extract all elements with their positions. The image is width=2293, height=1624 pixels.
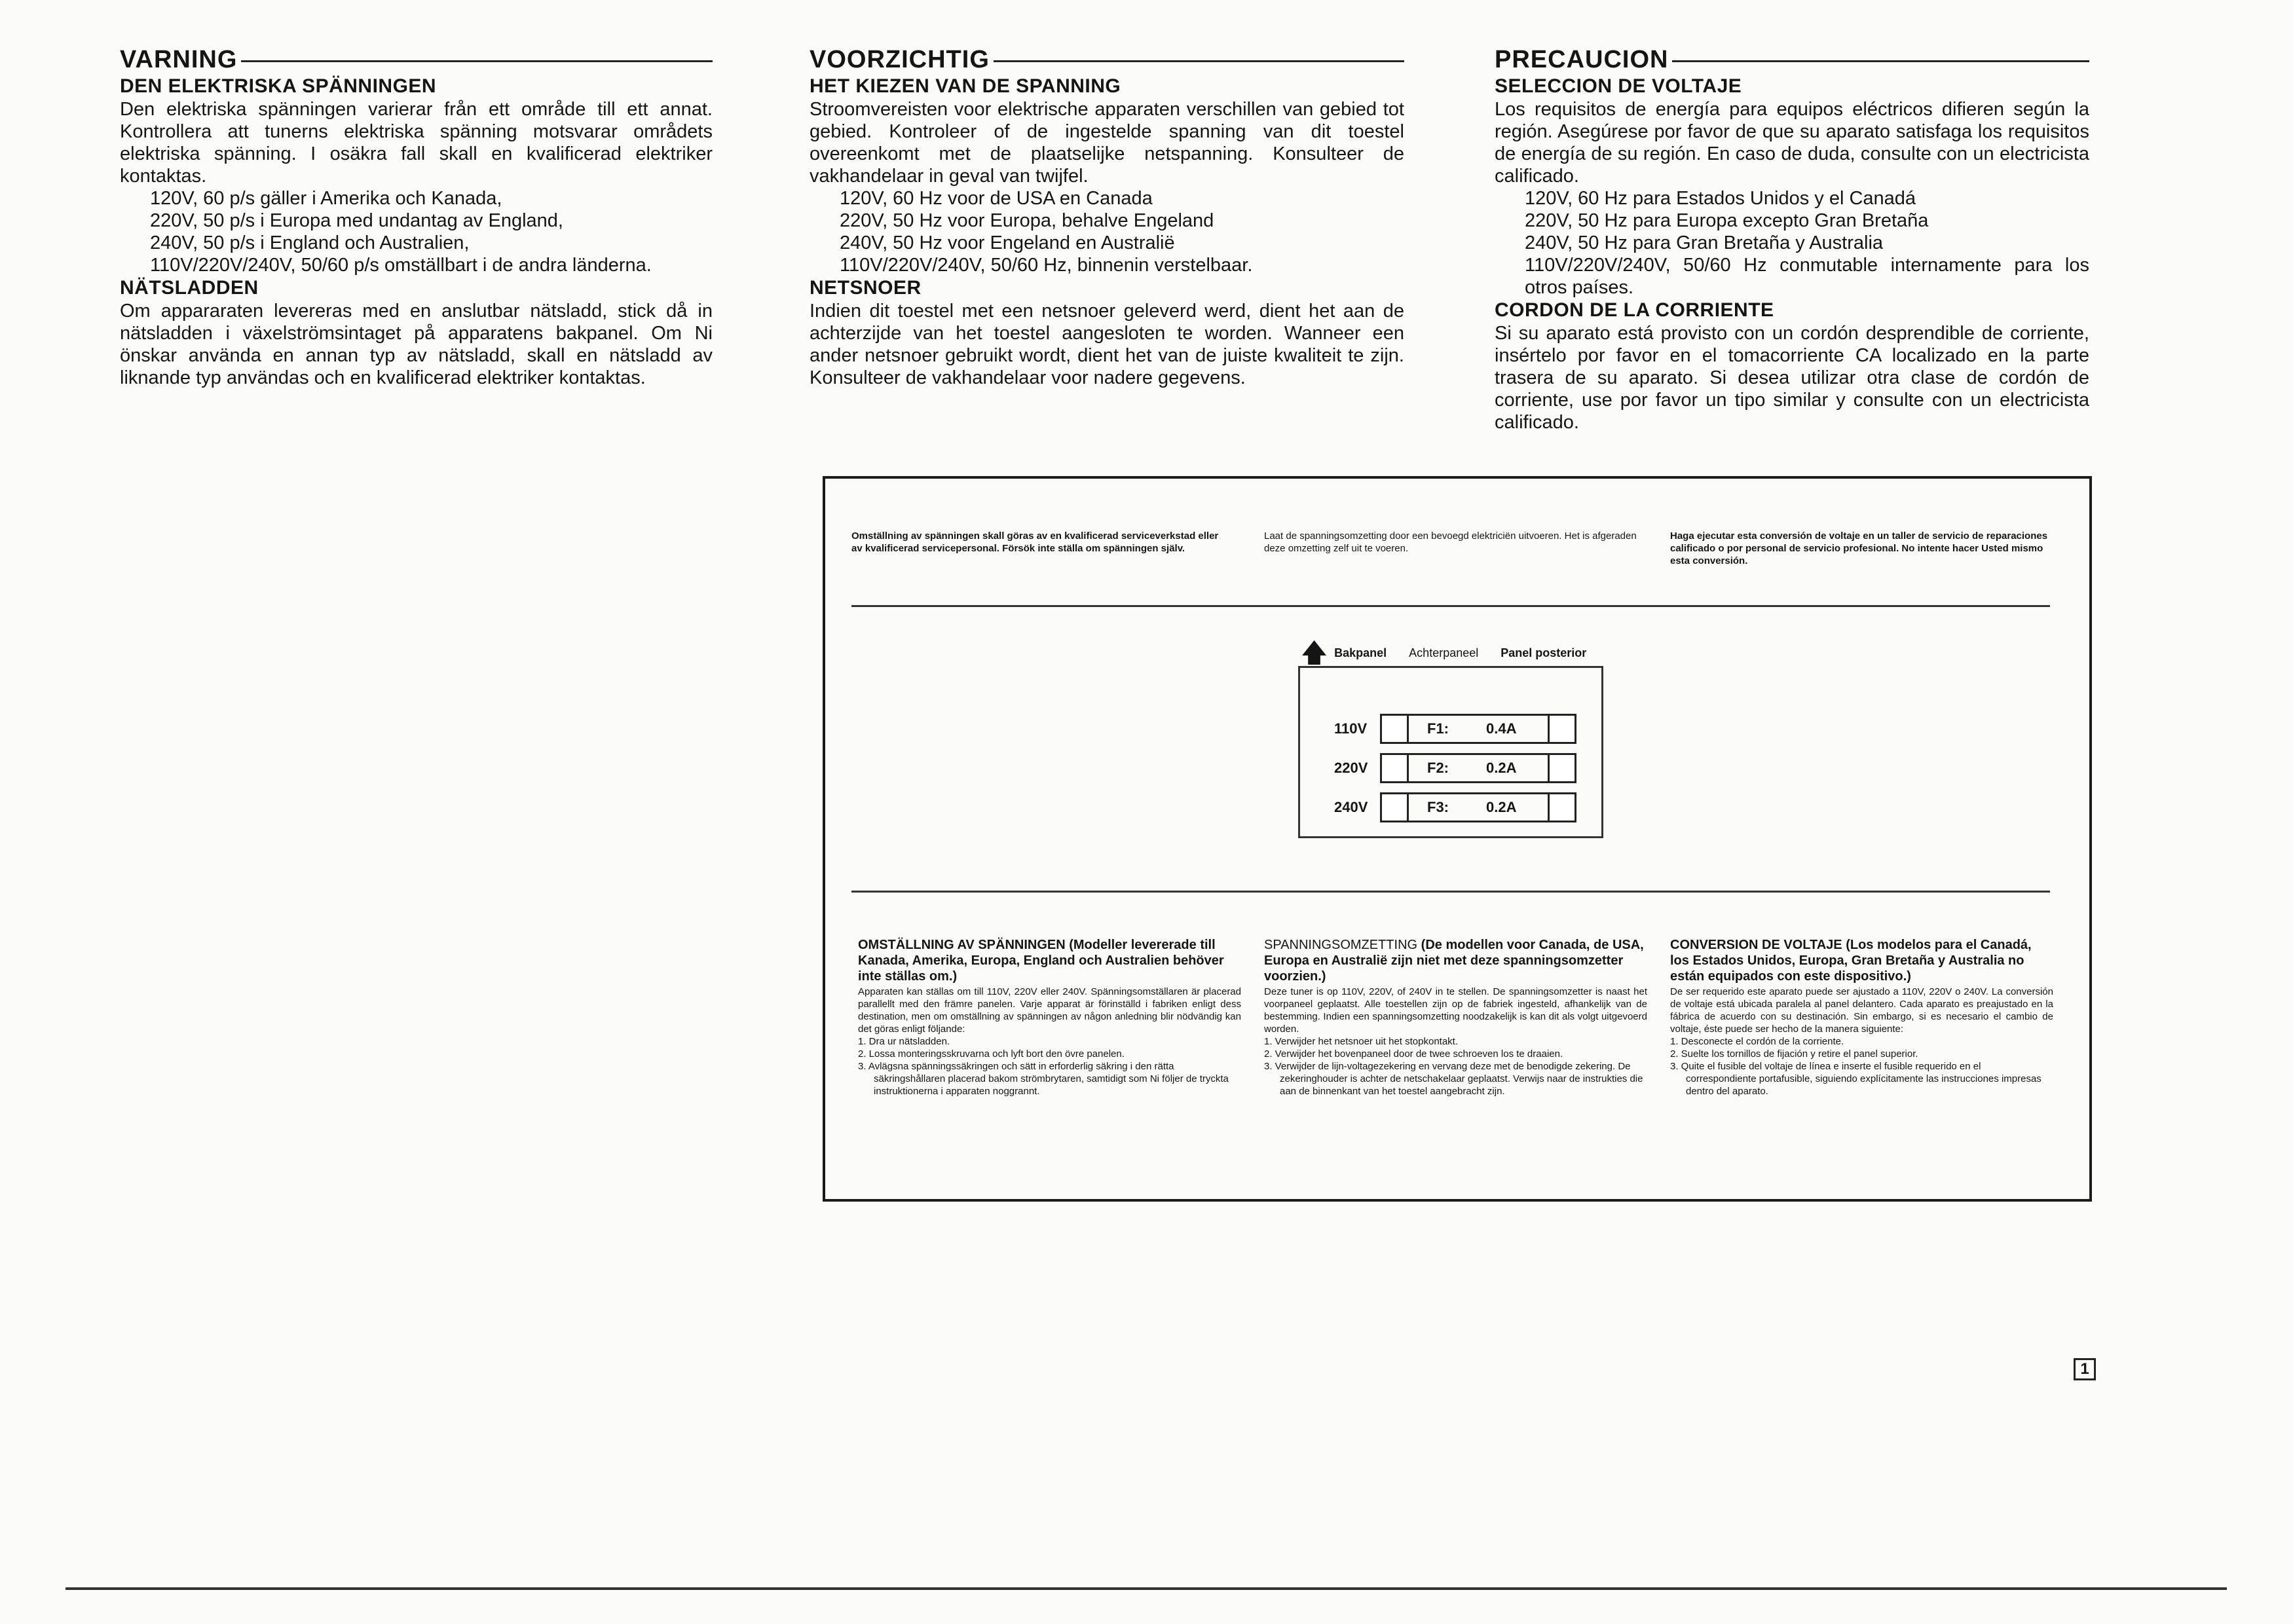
- service-note-dutch: Laat de spanningsomzetting door een bevoegd elektriciën uitvoeren. Het is afgeraden deze omzetting zelf uit te voeren.: [1264, 530, 1637, 554]
- cord-subheading: NÄTSLADDEN: [120, 277, 259, 299]
- fuse-cap-icon: [1380, 792, 1409, 822]
- voltage-line: 110V/220V/240V, 50/60 Hz, binnenin verstelbaar.: [840, 255, 1253, 276]
- conversion-text: Apparaten kan ställas om till 110V, 220V eller 240V. Spänningsomställaren är placerad parallellt med den främre panelen. Varje apparat är förinställd i fabriken enligt dess destination, men om omställning av spänningen av någon anledning blir nödvändig kan det göras enligt följande:: [858, 986, 1241, 1035]
- fuse-cap-icon: [1380, 714, 1409, 744]
- cord-subheading: NETSNOER: [810, 277, 922, 299]
- warning-heading: VARNING: [120, 45, 713, 75]
- conversion-step: 3. Quite el fusible del voltaje de línea e inserte el fusible requerido en el correspondiente portafusible, siguiendo explícitamente las instrucciones impresas dentro del aparato.: [1670, 1061, 2041, 1097]
- conversion-text: De ser requerido este aparato puede ser ajustado a 110V, 220V o 240V. La conversión de voltaje está ubicada paralela al panel delantero. Cada aparato es preajustado en la fábrica de acuerdo con su destinación. Sin embargo, si es necesario el cambio de voltaje, éste puede ser hecho de la manera siguiente:: [1670, 986, 2053, 1035]
- voltage-line: 120V, 60 Hz voor de USA en Canada: [840, 188, 1153, 209]
- bottom-rule: [65, 1587, 2227, 1590]
- service-note-swedish: Omställning av spänningen skall göras av en kvalificerad serviceverkstad eller av kvalificerad servicepersonal. Försök inte ställa om spänningen själv.: [851, 530, 1219, 554]
- voltage-line: 110V/220V/240V, 50/60 Hz conmutable internamente para los otros países.: [1525, 255, 2089, 298]
- fuse-holder-diagram: [1298, 666, 1603, 838]
- fuse-voltage: 220V: [1334, 760, 1368, 776]
- fuse-row-240v: [1334, 791, 1576, 824]
- fuse-row-110v: [1334, 712, 1576, 745]
- conversion-text: Deze tuner is op 110V, 220V, of 240V in te stellen. De spanningsomzetter is naast het voorpaneel geplaatst. Alle toestellen zijn op de fabriek ingesteld, afhankelijk van de bestemming. Indien een spanningsomzetting noodzakelijk is kan dit als volgt uitgevoerd worden.: [1264, 986, 1647, 1035]
- voltage-line: 240V, 50 Hz para Gran Bretaña y Australia: [1525, 232, 1884, 253]
- voltage-paragraph: Los requisitos de energía para equipos eléctricos difieren según la región. Asegúrese por favor de que su aparato satisfaga los requisitos de energía de su región. En caso de duda, consulte con un electricista calificado.: [1495, 99, 2089, 187]
- voltage-line: 120V, 60 p/s gäller i Amerika och Kanada,: [150, 188, 502, 209]
- voltage-paragraph: Stroomvereisten voor elektrische apparaten verschillen van gebied tot gebied. Kontroleer of de ingestelde spanning van dit toestel overeenkomt met de plaatselijke netspanning. Konsulteer de vakhandelaar in geval van twijfel.: [810, 99, 1404, 187]
- warning-heading: PRECAUCION: [1495, 45, 2089, 75]
- voltage-paragraph: Den elektriska spänningen varierar från ett område till ett annat. Kontrollera att tunerns elektriska spänning motsvarar områdets elektriska spänning. I osäkra fall skall en kvalificerad elektriker kontaktas.: [120, 99, 713, 187]
- voltage-line: 240V, 50 Hz voor Engeland en Australië: [840, 232, 1175, 253]
- voltage-line: 110V/220V/240V, 50/60 p/s omställbart i de andra länderna.: [150, 255, 652, 276]
- conversion-title: SPANNINGSOMZETTING (De modellen voor Canada, de USA, Europa en Australië zijn niet met deze spanningsomzetter voorzien.): [1264, 938, 1644, 984]
- cord-subheading: CORDON DE LA CORRIENTE: [1495, 299, 1774, 321]
- cord-paragraph: Om appararaten levereras med en anslutbar nätsladd, stick då in nätsladden i växelströmsintaget på apparatens bakpanel. Om Ni önskar använda en annan typ av nätsladd, skall en nätsladd av liknande typ användas och en kvalificerad elektriker kontaktas.: [120, 301, 713, 388]
- conversion-swedish: [858, 937, 1241, 1098]
- swedish-column: [120, 45, 713, 389]
- service-note-spanish: Haga ejecutar esta conversión de voltaje en un taller de servicio de reparaciones calificado o por personal de servicio profesional. No intente hacer Usted mismo esta conversión.: [1670, 530, 2048, 566]
- voltage-line: 240V, 50 p/s i England och Australien,: [150, 232, 470, 253]
- cord-paragraph: Indien dit toestel met een netsnoer geleverd werd, dient het aan de achterzijde van het toestel aangesloten te worden. Wanneer een ander netsnoer gebruikt wordt, dient het van de juiste kwaliteit te zijn. Konsulteer de vakhandelaar voor nadere gegevens.: [810, 301, 1404, 388]
- conversion-step: 1. Verwijder het netsnoer uit het stopkontakt.: [1264, 1036, 1459, 1047]
- conversion-step: 3. Verwijder de lijn-voltagezekering en vervang deze met de benodigde zekering. De zekeringhouder is achter de netschakelaar geplaatst. Verwijs naar de instrukties die aan de binnenkant van het toestel aangebracht zijn.: [1264, 1061, 1643, 1097]
- conversion-title: OMSTÄLLNING AV SPÄNNINGEN (Modeller levererade till Kanada, Amerika, Europa, England och Australien behöver inte ställas om.): [858, 938, 1224, 984]
- divider: [851, 605, 2050, 607]
- heading-rule: [241, 60, 713, 62]
- fuse-cap-icon: [1548, 714, 1576, 744]
- voltage-line: 220V, 50 p/s i Europa med undantag av England,: [150, 210, 563, 231]
- voltage-conversion-box: [823, 476, 2092, 1202]
- conversion-step: 1. Dra ur nätsladden.: [858, 1036, 950, 1047]
- conversion-dutch: [1264, 937, 1647, 1098]
- spanish-column: [1495, 45, 2089, 434]
- voltage-subheading: SELECCION DE VOLTAJE: [1495, 75, 1742, 97]
- conversion-spanish: [1670, 937, 2053, 1098]
- fuse-body: F2: 0.2A: [1409, 753, 1548, 783]
- warning-heading: VOORZICHTIG: [810, 45, 1404, 75]
- heading-rule: [994, 60, 1404, 62]
- conversion-step: 1. Desconecte el cordón de la corriente.: [1670, 1036, 1844, 1047]
- voltage-line: 220V, 50 Hz para Europa excepto Gran Bretaña: [1525, 210, 1929, 231]
- conversion-step: 2. Lossa monteringsskruvarna och lyft bort den övre panelen.: [858, 1048, 1125, 1060]
- conversion-step: 2. Suelte los tornillos de fijación y retire el panel superior.: [1670, 1048, 1918, 1060]
- divider: [851, 891, 2050, 893]
- fuse-cap-icon: [1548, 792, 1576, 822]
- conversion-step: 3. Avlägsna spänningssäkringen och sätt in erforderlig säkring i den rätta säkringshållaren placerad bakom strömbrytaren, samtidigt som Ni följer de tryckta instruktionerna i apparaten noggrannt.: [858, 1061, 1229, 1097]
- fuse-body: F1: 0.4A: [1409, 714, 1548, 744]
- fuse-voltage: 240V: [1334, 799, 1368, 815]
- fuse-voltage: 110V: [1334, 720, 1368, 737]
- conversion-step: 2. Verwijder het bovenpaneel door de twee schroeven los te draaien.: [1264, 1048, 1563, 1060]
- cord-paragraph: Si su aparato está provisto con un cordón desprendible de corriente, insértelo por favor en el tomacorriente CA localizado en la parte trasera de su aparato. Si desea utilizar otra clase de cordón de corriente, use por favor un tipo similar y consulte con un electricista calificado.: [1495, 323, 2089, 433]
- conversion-title: CONVERSION DE VOLTAJE (Los modelos para el Canadá, los Estados Unidos, Europa, Gran Bretaña y Australia no están equipados con este dispositivo.): [1670, 938, 2032, 984]
- fuse-body: F3: 0.2A: [1409, 792, 1548, 822]
- fuse-cap-icon: [1548, 753, 1576, 783]
- page-number: 1: [2074, 1358, 2096, 1380]
- voltage-subheading: DEN ELEKTRISKA SPÄNNINGEN: [120, 75, 437, 97]
- heading-rule: [1672, 60, 2089, 62]
- voltage-line: 220V, 50 Hz voor Europa, behalve Engeland: [840, 210, 1214, 231]
- rear-panel-label: 🡅 Bakpanel Achterpaneel Panel posterior: [1301, 638, 1587, 667]
- up-arrow-icon: 🡅: [1301, 638, 1328, 667]
- voltage-subheading: HET KIEZEN VAN DE SPANNING: [810, 75, 1121, 97]
- fuse-cap-icon: [1380, 753, 1409, 783]
- voltage-line: 120V, 60 Hz para Estados Unidos y el Canadá: [1525, 188, 1916, 209]
- fuse-row-220v: [1334, 752, 1576, 784]
- dutch-column: [810, 45, 1404, 389]
